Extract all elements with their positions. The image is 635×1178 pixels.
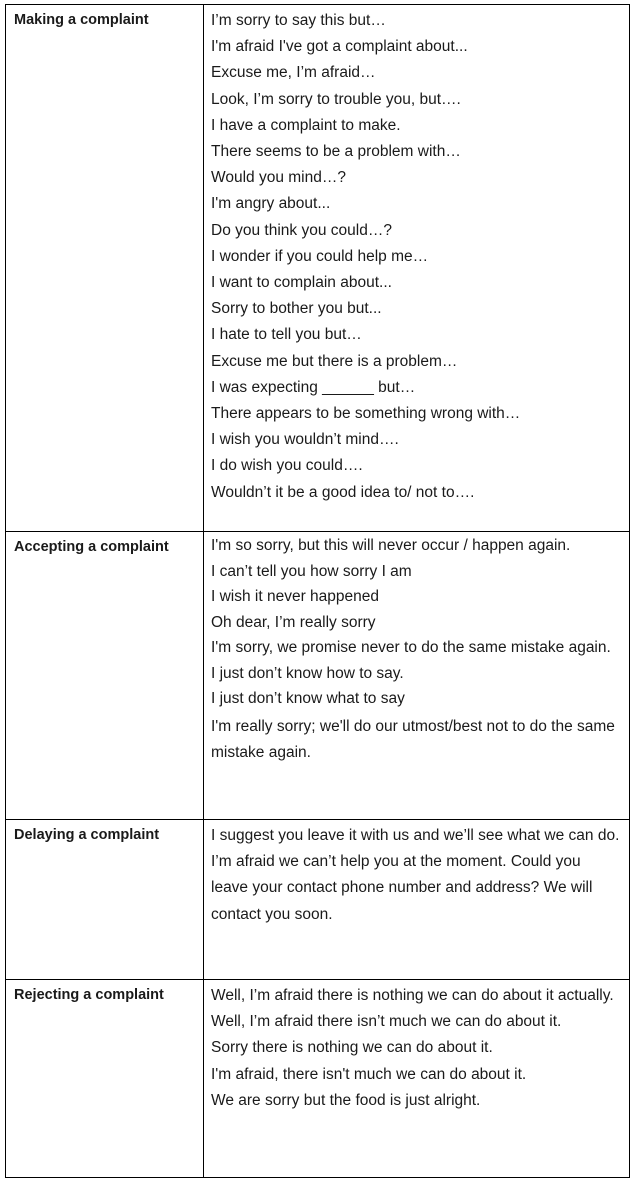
phrase-item: I do wish you could…. [211,457,363,475]
phrase-item: I'm so sorry, but this will never occur / happen again. [211,537,571,554]
phrase-item: I was expecting ______ but… [211,378,416,396]
category-label: Making a complaint [6,5,204,532]
phrase-item: I want to complain about... [211,274,392,292]
phrase-item: I wish it never happened [211,588,380,605]
phrase-item: I wish you wouldn’t mind…. [211,431,399,449]
phrase-item: I'm really sorry; we'll do our utmost/best not to do the same mistake again. [211,717,615,761]
phrase-item: Excuse me, I’m afraid… [211,64,376,82]
category-label: Rejecting a complaint [6,980,204,1178]
phrase-list [204,532,630,820]
phrase-item: I'm sorry, we promise never to do the same mistake again. [211,639,611,656]
section-delaying-complaint [6,820,630,980]
phrase-list [204,820,630,980]
phrase-item: Oh dear, I’m really sorry [211,613,376,631]
phrase-item: I wonder if you could help me… [211,247,429,265]
phrase-item: Wouldn’t it be a good idea to/ not to…. [211,483,475,501]
phrase-item: Sorry there is nothing we can do about it. [211,1039,493,1057]
section-rejecting-complaint [6,980,630,1178]
phrase-item: I’m sorry to say this but… [211,12,386,29]
phrase-item: There appears to be something wrong with… [211,405,521,423]
phrase-item: I just don’t know how to say. [211,664,404,682]
phrase-item: Excuse me but there is a problem… [211,352,458,370]
phrase-list [204,980,630,1178]
complaint-phrases-table [5,4,630,1178]
phrase-item: I have a complaint to make. [211,116,401,134]
section-accepting-complaint [6,532,630,820]
phrase-item: I suggest you leave it with us and we’ll see what we can do. [211,827,620,844]
category-label: Accepting a complaint [6,532,204,820]
phrase-item: I hate to tell you but… [211,326,362,344]
phrase-item: I just don’t know what to say [211,690,405,707]
section-making-complaint [6,5,630,532]
phrase-item: I’m afraid we can’t help you at the moment. Could you leave your contact phone number and address? We will contact you soon. [211,853,593,923]
phrase-item: Would you mind…? [211,169,346,187]
phrase-item: There seems to be a problem with… [211,143,461,161]
phrase-item: Well, I’m afraid there is nothing we can do about it actually. [211,987,614,1004]
phrase-item: I'm afraid, there isn't much we can do about it. [211,1065,527,1083]
phrase-item: We are sorry but the food is just alright. [211,1091,481,1109]
phrase-item: Look, I’m sorry to trouble you, but…. [211,90,461,108]
phrase-item: I'm afraid I've got a complaint about... [211,38,468,56]
phrase-list [204,5,630,532]
phrase-item: Sorry to bother you but... [211,300,382,318]
phrase-item: Do you think you could…? [211,221,392,239]
phrase-item: I can’t tell you how sorry I am [211,562,412,580]
category-label: Delaying a complaint [6,820,204,980]
phrase-item: I'm angry about... [211,195,331,213]
phrase-item: Well, I’m afraid there isn’t much we can do about it. [211,1013,562,1031]
